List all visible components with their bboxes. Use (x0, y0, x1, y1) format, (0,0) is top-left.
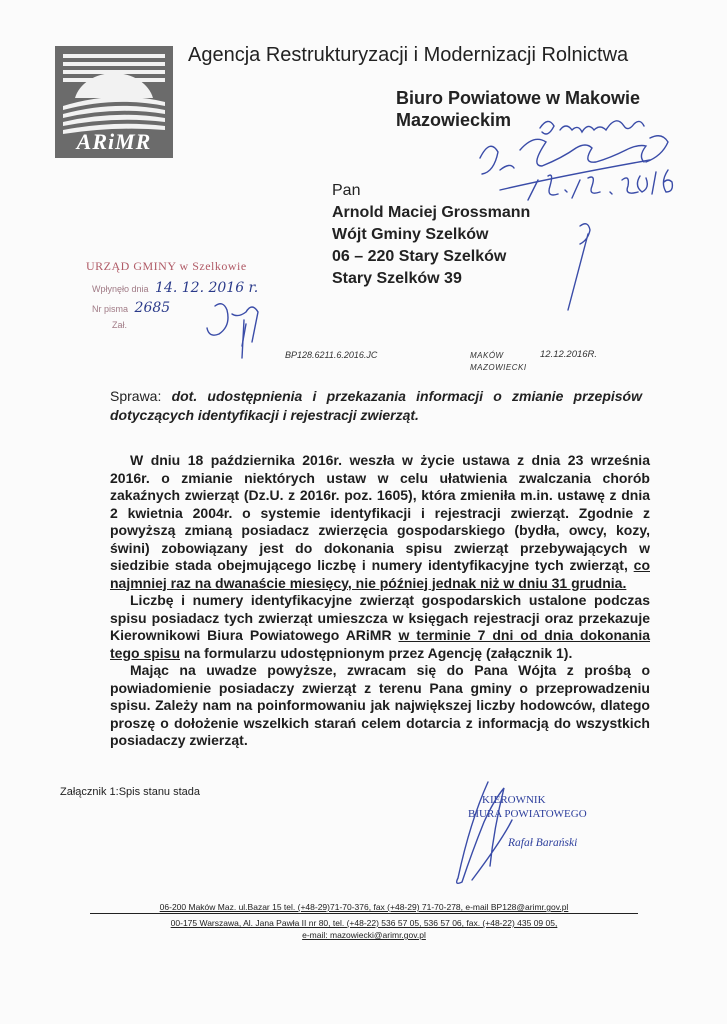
footer-line1-text: 06-200 Maków Maz. ul.Bazar 15 tel. (+48-29)71-70-376, fax (+48-29) 71-70-278, e-mail BP128@arimr.gov.pl (159, 902, 569, 912)
footer-line1 (90, 902, 638, 912)
recipient-title: Wójt Gminy Szelków (332, 226, 489, 243)
subject-label: Sprawa: (110, 388, 162, 404)
footer-divider (90, 913, 638, 914)
paragraph-1 (110, 452, 650, 592)
place-line2: MAZOWIECKI (470, 363, 527, 372)
paragraph-2-text: Liczbę i numery identyfikacyjne zwierząt gospodarskich ustalone podczas spisu posiadacz tych zwierząt umieszcza w księgach rejestracji oraz przekazuje Kierownikowi Biura Powiatowego ARiMR (110, 592, 650, 643)
stamp-received-label: Wpłynęło dnia (92, 284, 149, 294)
office-name-line2: Mazowieckim (396, 110, 512, 130)
paragraph-2-end: na formularzu udostępnionym przez Agencję (załącznik 1). (180, 644, 573, 661)
place-block (470, 350, 527, 374)
signature-role-line1: KIEROWNIK (482, 794, 546, 806)
arimr-logo (55, 46, 173, 158)
reference-code: BP128.6211.6.2016.JC (285, 350, 378, 360)
paragraph-1-text: W dniu 18 października 2016r. weszła w życie ustawa z dnia 23 września 2016r. o zmianie niektórych ustaw w celu ułatwienia zwalczania chorób zakaźnych zwierząt (Dz.U. z 2016r. poz. 1605), która zmieniła m.in. ustawę z dnia 2 kwietnia 2004r. o systemie identyfikacji i rejestracji zwierząt. Zgodnie z powyższą zmianą posiadacz zwierzęcia gospodarskiego (bydła, owcy, kozy, świni) zobowiązany jest do dokonania spisu zwierząt przebywających w siedzibie stada obejmującego liczbę i numery identyfikacyjne tych zwierząt, (110, 452, 650, 573)
office-name-line1: Biuro Powiatowe w Makowie (396, 88, 641, 108)
signature-name: Rafał Barański (508, 837, 578, 849)
subject (110, 387, 642, 425)
paragraph-2-underlined: w terminie 7 dni od dnia dokonania tego spisu (110, 627, 651, 661)
stamp-number-value: 2685 (134, 300, 171, 316)
letter-body (110, 452, 650, 750)
signature-stamp (468, 793, 587, 850)
footer-email: e-mail: mazowiecki@arimr.gov.pl (302, 930, 426, 940)
subject-text: dot. udostępnienia i przekazania informacji o zmianie przepisów dotyczących identyfikacji i rejestracji zwierząt. (110, 388, 642, 423)
place-line1: MAKÓW (470, 351, 504, 360)
footer-line3 (90, 930, 638, 940)
received-stamp (86, 259, 276, 330)
paragraph-1-underlined: co najmniej raz na dwanaście miesięcy, nie później jednak niż w dniu 31 grudnia. (110, 557, 650, 591)
recipient-name: Arnold Maciej Grossmann (332, 204, 531, 221)
attachment-note: Załącznik 1:Spis stanu stada (60, 786, 201, 798)
recipient-postal: 06 – 220 Stary Szelków (332, 248, 507, 265)
recipient-block (332, 180, 530, 290)
stamp-title: URZĄD GMINY w Szelkowie (86, 259, 247, 273)
stamp-number-label: Nr pisma (92, 304, 129, 314)
footer-line2-text: 00-175 Warszawa, Al. Jana Pawła II nr 80, tel. (+48-22) 536 57 05, 536 57 06, fax. (+48-22) 435 09 05, (170, 918, 558, 928)
recipient-address: Stary Szelków 39 (332, 270, 462, 287)
agency-title: Agencja Restrukturyzacji i Modernizacji Rolnictwa (188, 44, 629, 66)
signature-role-line2: BIURA POWIATOWEGO (468, 808, 587, 820)
letter-date: 12.12.2016R. (540, 349, 598, 360)
recipient-salutation: Pan (332, 182, 361, 199)
stamp-received-value: 14. 12. 2016 r. (155, 280, 259, 296)
paragraph-3: Mając na uwadze powyższe, zwracam się do Pana Wójta z prośbą o powiadomienie posiadaczy zwierząt z terenu Pana gminy o przeprowadzeniu spisu. Zależy nam na poinformowaniu jak największej liczby hodowców, dlatego proszę o dołożenie wszelkich starań celem dotarcia z informacją do wszystkich posiadaczy zwierząt. (110, 662, 650, 748)
paragraph-2 (110, 592, 650, 662)
stamp-attachment-label: Zał. (112, 320, 128, 330)
footer-line2 (90, 918, 638, 928)
logo-text: ARiMR (76, 129, 152, 154)
